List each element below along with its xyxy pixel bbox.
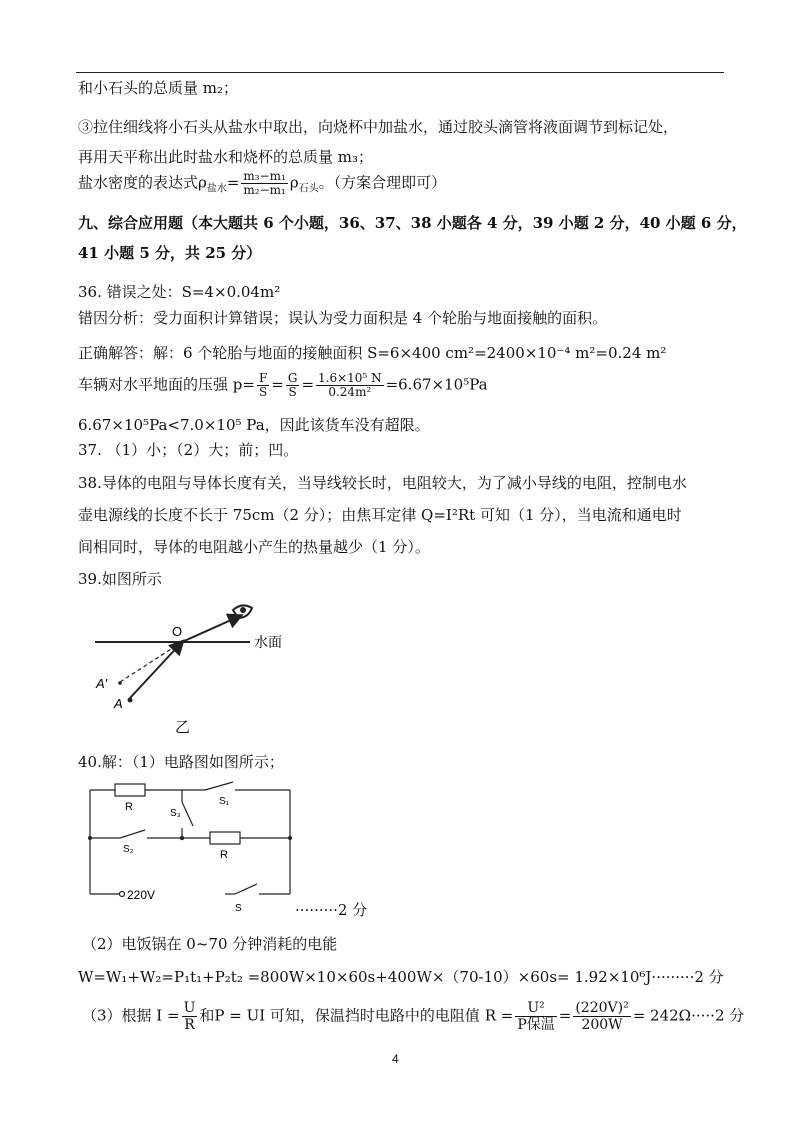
density-formula: 盐水密度的表达式$\rho_{盐水}=$ $\frac{\text{m₃−m₁}}{\text{m₂−m₁}}$ $\rho_{石头}$。（方案合理即可）: [78, 169, 447, 197]
resistor-mid: [210, 832, 240, 844]
svg-text:R: R: [220, 849, 228, 861]
svg-text:220V: 220V: [127, 888, 156, 902]
density-fraction: $\frac{\text{m₃−m₁}}{\text{m₂−m₁}}$: [243, 169, 286, 197]
page-number: 4: [392, 1052, 399, 1066]
pressure-formula: 车辆对水平地面的压强 p= $\frac{F}{S}$ = $\frac{G}{S}$ = $\frac{\text{1.6×10⁵ N}}{\text{0.24m²}}$ =6.67×10⁵Pa: [78, 371, 488, 399]
section-heading: 九、综合应用题（本大题共 6 个小题，36、37、38 小题各 4 分，39 小题 2 分，40 小题 6 分，: [78, 214, 747, 232]
label-a-prime: A′: [96, 676, 108, 691]
text-line: （2）电饭锅在 0~70 分钟消耗的电能: [82, 935, 338, 953]
label-figure: 乙: [175, 719, 191, 736]
svg-text:R: R: [125, 801, 133, 813]
text-line: 39.如图所示: [78, 570, 162, 588]
point-a-prime-dot: [118, 681, 122, 685]
resistor-top: [115, 784, 145, 796]
energy-formula: W=W₁+W₂=P₁t₁+P₂t₂ =800W×10×60s+400W×（70-10）×60s= 1.92×10⁶J·········2 分: [78, 968, 724, 986]
text-line: 正确解答：解：6 个轮胎与地面的接触面积 S=6×400 cm²=2400×10⁻⁴ m²=0.24 m²: [78, 344, 667, 362]
svg-text:S: S: [235, 903, 242, 914]
svg-text:S₂: S₂: [123, 844, 134, 855]
switch-s: [235, 884, 257, 894]
text-line: 间相同时，导体的电阻越小产生的热量越少（1 分）。: [78, 538, 430, 556]
text-line: 36. 错误之处：S=4×0.04m²: [78, 283, 281, 301]
terminal-dot: [120, 892, 125, 897]
section-heading: 41 小题 5 分，共 25 分）: [78, 244, 262, 262]
text-line: 37. （1）小；（2）大；前；凹。: [78, 441, 299, 459]
eye-icon: [233, 605, 252, 618]
switch-s1: [205, 782, 233, 790]
switch-s3: [182, 802, 193, 826]
score-note: ·········2 分: [295, 901, 368, 919]
text-line: 错因分析：受力面积计算错误；误认为受力面积是 4 个轮胎与地面接触的面积。: [78, 309, 608, 327]
svg-text:S₁: S₁: [219, 796, 230, 807]
header-rule: [76, 72, 724, 73]
circuit-diagram: [85, 780, 305, 915]
text-line: 壶电源线的长度不长于 75cm（2 分）；由焦耳定律 Q=I²Rt 可知（1 分），当电流和通电时: [78, 506, 682, 524]
text-line: 再用天平称出此时盐水和烧杯的总质量 m₃；: [78, 148, 374, 166]
text-line: 40.解：（1）电路图如图所示；: [78, 753, 284, 771]
text-line: ③拉住细线将小石头从盐水中取出，向烧杯中加盐水，通过胶头滴管将液面调节到标记处，: [78, 118, 679, 136]
refracted-ray: [182, 616, 240, 642]
point-a-dot: [128, 698, 133, 703]
text-line: 和小石头的总质量 m₂；: [78, 79, 239, 97]
refraction-diagram: [90, 600, 320, 740]
label-a: A: [114, 696, 123, 711]
label-water-surface: 水面: [254, 634, 282, 650]
resistance-formula: （3）根据 I = $\frac{U}{R}$ 和P = UI 可知，保温挡时电路中的电阻值 R = $\frac{\text{U²}}{\text{P保温}}$ = $\frac{\text{(220V)²}}{200W}$ = 242Ω·····2 分: [82, 1000, 745, 1033]
switch-s2: [120, 830, 145, 838]
svg-text:S₃: S₃: [170, 808, 181, 819]
text-line: 6.67×10⁵Pa<7.0×10⁵ Pa，因此该货车没有超限。: [78, 416, 430, 434]
label-o: O: [172, 624, 183, 639]
text-line: 38.导体的电阻与导体长度有关，当导线较长时，电阻较大，为了减小导线的电阻，控制电水: [78, 474, 687, 492]
